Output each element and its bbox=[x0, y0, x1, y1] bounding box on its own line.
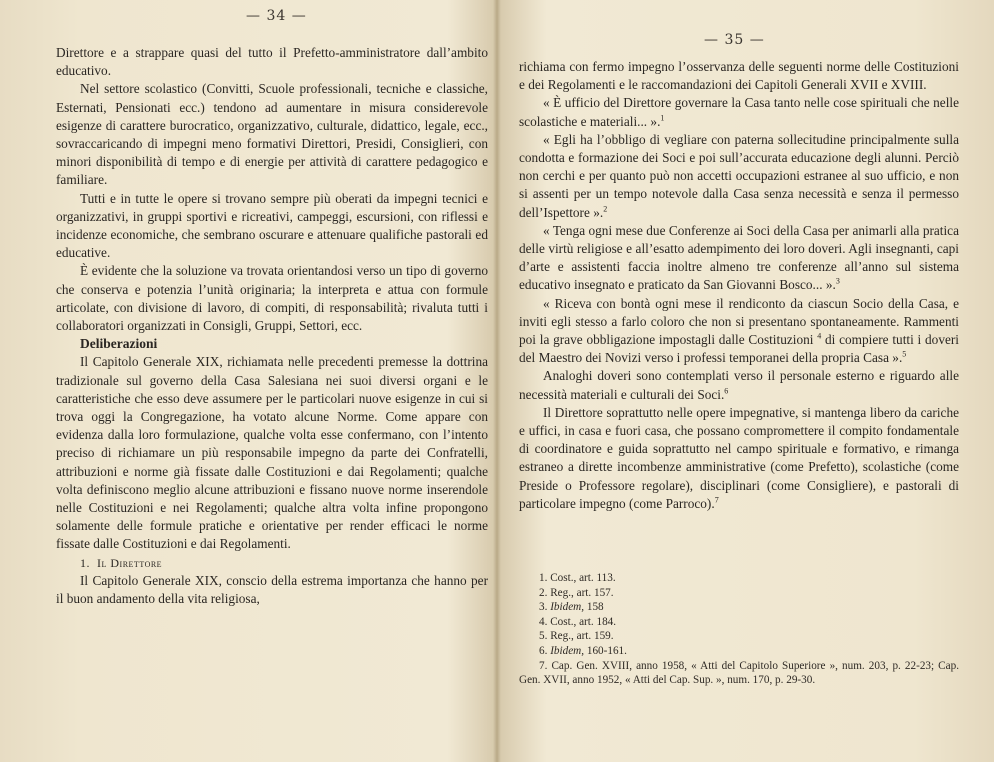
paragraph-text: « Tenga ogni mese due Conferenze ai Soci della Casa per animarli alla pratica delle virtù religiose e all’esatto adempimento dei loro doveri. Agli insegnanti, capi d’arte e assistenti faccia inoltre almeno tre conferenze all’anno sul sistema educativo insegnato e praticato da San Giovanni Bosco... ». bbox=[519, 222, 959, 293]
paragraph-text: « Riceva con bontà ogni mese il rendiconto da ciascun Socio della Casa, e inviti egli stesso a farlo coloro che non si presentano spontaneamente. Rammenti poi la grave obbligazione impostagli dalle Costituzioni bbox=[519, 295, 959, 348]
footnote-ref: 5 bbox=[902, 349, 907, 359]
paragraph bbox=[519, 295, 959, 368]
footnote-number: 7. bbox=[539, 659, 548, 672]
footnote bbox=[519, 586, 959, 601]
footnote-number: 2. bbox=[539, 586, 548, 599]
footnotes bbox=[519, 571, 959, 688]
subsection-heading bbox=[56, 554, 488, 572]
paragraph bbox=[519, 131, 959, 222]
footnote-text: Reg., art. 159. bbox=[550, 630, 614, 643]
footnote-number: 4. bbox=[539, 615, 548, 628]
paragraph: Tutti e in tutte le opere si trovano sempre più oberati da impegni tecnici e organizzativi, in gruppi sportivi e ricreativi, campeggi, escursioni, con riflessi e incidenze economiche, che sembrano oscurare e attenuare qualifiche pastorali ed educative. bbox=[56, 190, 488, 261]
footnote-text: Cost., art. 113. bbox=[550, 572, 616, 584]
paragraph-text: Il Direttore soprattutto nelle opere impegnative, si mantenga libero da cariche e uffici, in casa e fuori casa, che possano compromettere il compito fondamentale di coordinatore e guida soprattutto nel campo spirituale e formativo, e rimanga estraneo a dirette incombenze amministrative (come Prefetto), scolastiche (come Preside o Professore regolare), disciplinari (come Consigliere), e pastorali di particolare impegno (come Parroco). bbox=[519, 404, 959, 511]
subsection-title: Il Direttore bbox=[97, 555, 163, 570]
paragraph bbox=[519, 94, 959, 130]
footnote-ref: 4 bbox=[817, 331, 822, 341]
footnote-ref: 6 bbox=[724, 386, 729, 396]
footnote-ref: 2 bbox=[603, 204, 608, 214]
paragraph: Il Capitolo Generale XIX, richiamata nelle precedenti premesse la dottrina tradizionale sul governo della Casa Salesiana nei suoi diversi organi e le caratteristiche che esso deve assumere per le particolari nuove esigenze in cui si trova oggi la Congregazione, ha votato alcune Norme. Come appare con evidenza dalla loro formulazione, qualche volta esse confermano, con l’intento preciso di richiamare un più responsabile impegno da parte dei Confratelli, attribuzioni e norme già fissate dalle Costituzioni e dai Regolamenti; qualche volta definiscono meglio alcune attribuzioni e fissano nuove norme inserendole nelle Costituzioni e nei Regolamenti; qualche altra volta infine propongono solamente delle formule pratiche e orientative per render efficaci le norme fissate dalle Costituzioni e dai Regolamenti. bbox=[56, 354, 488, 552]
paragraph-text: di compiere tutti i doveri del Maestro dei Novizi verso i professi temporanei della propria Casa ». bbox=[519, 332, 959, 366]
footnote bbox=[519, 644, 959, 659]
footnote-ref: 1 bbox=[660, 113, 665, 123]
paragraph: Direttore e a strappare quasi del tutto il Prefetto-amministratore dall’ambito educativo. bbox=[56, 45, 488, 79]
footnote-text: Ibidem, bbox=[550, 601, 585, 614]
page-number: — 34 — bbox=[246, 8, 307, 24]
footnote-text: 158 bbox=[584, 601, 604, 614]
paragraph: Il Capitolo Generale XIX, conscio della estrema importanza che hanno per il buon andamento della vita religiosa, bbox=[56, 572, 488, 607]
footnote-text: Reg., art. 157. bbox=[550, 586, 614, 599]
footnote bbox=[519, 600, 959, 615]
paragraph-text: « Egli ha l’obbligo di vegliare con paterna sollecitudine principalmente sulla condotta e formazione dei Soci e poi sull’accurata educazione degli alunni. Perciò non cerchi e per quanto può non accetti occupazioni estranee al suo ufficio, e non si assenti per un tempo notevole dalla Casa senza necessità e senza il permesso dell’Ispettore ». bbox=[519, 131, 959, 220]
footnote-number: 5. bbox=[539, 630, 548, 643]
footnote-number: 3. bbox=[539, 601, 548, 614]
footnote bbox=[519, 629, 959, 644]
section-heading: Deliberazioni bbox=[80, 336, 158, 352]
paragraph bbox=[519, 222, 959, 295]
left-text-column bbox=[56, 44, 488, 608]
footnote-text: Cap. Gen. XVIII, anno 1958, « Atti del Capitolo Superiore », num. 203, p. 22-23; Cap. Gen. XVII, anno 1952, « Atti del Cap. Sup. », num. 170, p. 29-30. bbox=[519, 659, 960, 687]
footnote-ref: 7 bbox=[714, 495, 719, 505]
paragraph: Nel settore scolastico (Convitti, Scuole professionali, tecniche e classiche, Esternati, Pensionati ecc.) tendono ad aumentare in misura considerevole esigenze di carattere burocratico, organizzativo, culturale, didattico, legale, ecc., sovraccaricando di impegni meno formativi Direttori, Presidi, Consiglieri, con minori disponibilità di tempo e di energie per attività di carattere pedagogico e familiare. bbox=[56, 81, 488, 188]
paragraph: richiama con fermo impegno l’osservanza delle seguenti norme delle Costituzioni e dei Regolamenti e le raccomandazioni dei Capitoli Generali XVII e XVIII. bbox=[519, 59, 959, 93]
footnote bbox=[519, 615, 959, 630]
paragraph bbox=[519, 367, 959, 403]
footnote-number: 6. bbox=[539, 644, 548, 657]
right-text-column bbox=[519, 58, 959, 513]
footnote bbox=[519, 571, 959, 586]
paragraph: È evidente che la soluzione va trovata orientandosi verso un tipo di governo che conserva e potenzia l’unità originaria; la interpreta e attua con formule articolate, con divisione di lavoro, di compiti, di responsabilità; rivaluta tutti i collaboratori organizzati in Consigli, Gruppi, Settori, ecc. bbox=[56, 263, 488, 334]
footnote-ref: 3 bbox=[835, 277, 840, 287]
paragraph-text: Analoghi doveri sono contemplati verso il personale esterno e riguardo alle necessità materiali e culturali dei Soci. bbox=[519, 368, 959, 402]
footnote-text: 160-161. bbox=[584, 644, 627, 657]
footnote bbox=[519, 659, 959, 688]
footnote-number: 1. bbox=[539, 572, 548, 584]
footnote-text: Cost., art. 184. bbox=[550, 615, 617, 628]
footnote-text: Ibidem, bbox=[550, 644, 585, 657]
subsection-number: 1. bbox=[80, 555, 90, 570]
right-page bbox=[497, 0, 994, 762]
paragraph bbox=[519, 404, 959, 513]
page-number: — 35 — bbox=[704, 32, 765, 48]
paragraph-text: « È ufficio del Direttore governare la Casa tanto nelle cose spirituali che nelle scolastiche e materiali... ». bbox=[519, 95, 959, 129]
